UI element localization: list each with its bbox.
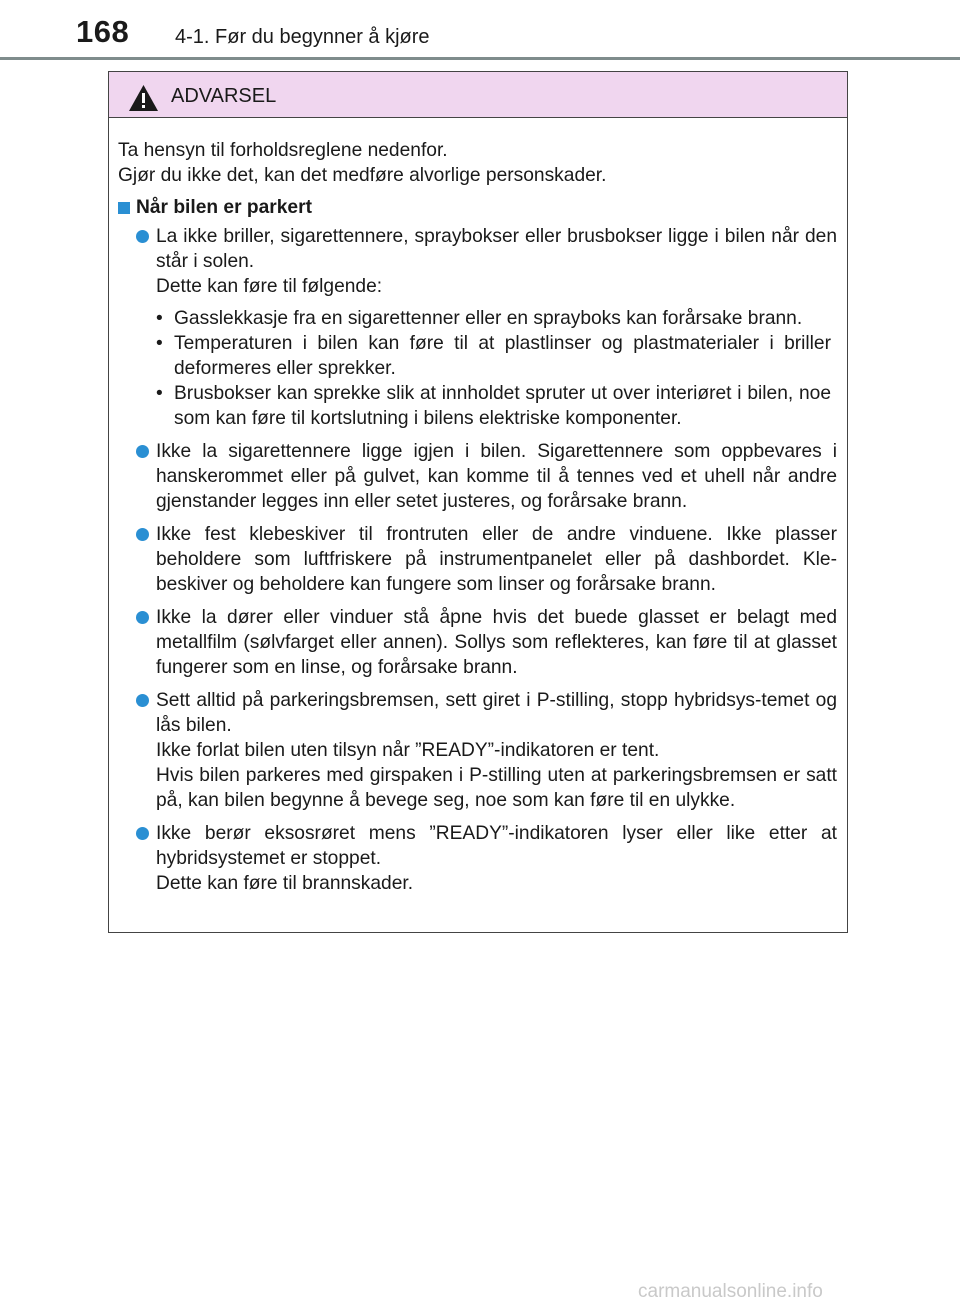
item-paragraph: Ikke fest klebeskiver til frontruten eller de andre vinduene. Ikke plasser beholdere som luftfriskere på instrumentpanelet eller på dashbordet. Kle-beskiver og beholdere kan fungere som linser og forårsake brann.: [156, 524, 837, 595]
item-paragraph: Sett alltid på parkeringsbremsen, sett giret i P-stilling, stopp hybridsys-temet og lås bilen.: [156, 690, 837, 736]
item-paragraph: La ikke briller, sigarettennere, spraybokser eller brusbokser ligge i bilen når den står i solen.: [156, 226, 837, 272]
sub-list-text: Brusbokser kan sprekke slik at innholdet spruter ut over interiøret i bilen, noe som kan føre til kortslutning i bilens elektriske komponenter.: [174, 383, 831, 429]
list-item: [118, 439, 837, 514]
item-paragraph: Dette kan føre til brannskader.: [156, 873, 414, 894]
round-bullet-icon: [136, 230, 149, 243]
subheading: [118, 195, 837, 220]
sub-list-item: [156, 306, 831, 331]
intro-text: [118, 138, 837, 188]
sub-list-item: [156, 381, 831, 431]
round-bullet-icon: [136, 445, 149, 458]
sub-list: [156, 306, 831, 431]
warning-triangle-icon: [128, 84, 159, 112]
dot-bullet-icon: •: [156, 383, 163, 404]
dot-bullet-icon: •: [156, 333, 163, 354]
list-item: [118, 224, 837, 431]
warning-title: ADVARSEL: [171, 85, 277, 107]
page-number: 168: [76, 14, 130, 49]
warning-body: [109, 118, 847, 896]
list-item: [118, 605, 837, 680]
subheading-label: Når bilen er parkert: [136, 197, 312, 218]
watermark: carmanualsonline.info: [638, 1281, 823, 1302]
warning-box: [108, 71, 848, 933]
dot-bullet-icon: •: [156, 308, 163, 329]
list-item: [118, 688, 837, 813]
list-item: [118, 522, 837, 597]
item-paragraph: Ikke la dører eller vinduer stå åpne hvis det buede glasset er belagt med metallfilm (sølvfarget eller annen). Sollys som reflekteres, kan føre til at glasset fungerer som en linse, og forårsake brann.: [156, 607, 837, 678]
sub-list-item: [156, 331, 831, 381]
sub-list-text: Gasslekkasje fra en sigarettenner eller en sprayboks kan forårsake brann.: [174, 308, 803, 329]
list-item: [118, 821, 837, 896]
warning-header: [109, 72, 847, 118]
item-paragraph: Ikke la sigarettennere ligge igjen i bilen. Sigarettennere som oppbevares i hanskerommet eller på gulvet, kan komme til å tennes ved et uhell når andre gjenstander legges inn eller setet justeres, og forårsake brann.: [156, 441, 837, 512]
item-paragraph: Dette kan føre til følgende:: [156, 276, 383, 297]
intro-line: Gjør du ikke det, kan det medføre alvorlige personskader.: [118, 165, 607, 186]
round-bullet-icon: [136, 694, 149, 707]
round-bullet-icon: [136, 611, 149, 624]
item-paragraph: Ikke berør eksosrøret mens ”READY”-indikatoren lyser eller like etter at hybridsystemet er stoppet.: [156, 823, 837, 869]
section-title: 4-1. Før du begynner å kjøre: [175, 26, 430, 48]
item-paragraph: Ikke forlat bilen uten tilsyn når ”READY”-indikatoren er tent.: [156, 740, 660, 761]
sub-list-text: Temperaturen i bilen kan føre til at plastlinser og plastmaterialer i briller deformeres eller sprekker.: [174, 333, 831, 379]
round-bullet-icon: [136, 528, 149, 541]
page-header: [0, 0, 960, 60]
round-bullet-icon: [136, 827, 149, 840]
square-bullet-icon: [118, 202, 130, 214]
intro-line: Ta hensyn til forholdsreglene nedenfor.: [118, 140, 448, 161]
header-divider: [0, 57, 960, 60]
item-paragraph: Hvis bilen parkeres med girspaken i P-stilling uten at parkeringsbremsen er satt på, kan bilen begynne å bevege seg, noe som kan føre til en ulykke.: [156, 765, 837, 811]
